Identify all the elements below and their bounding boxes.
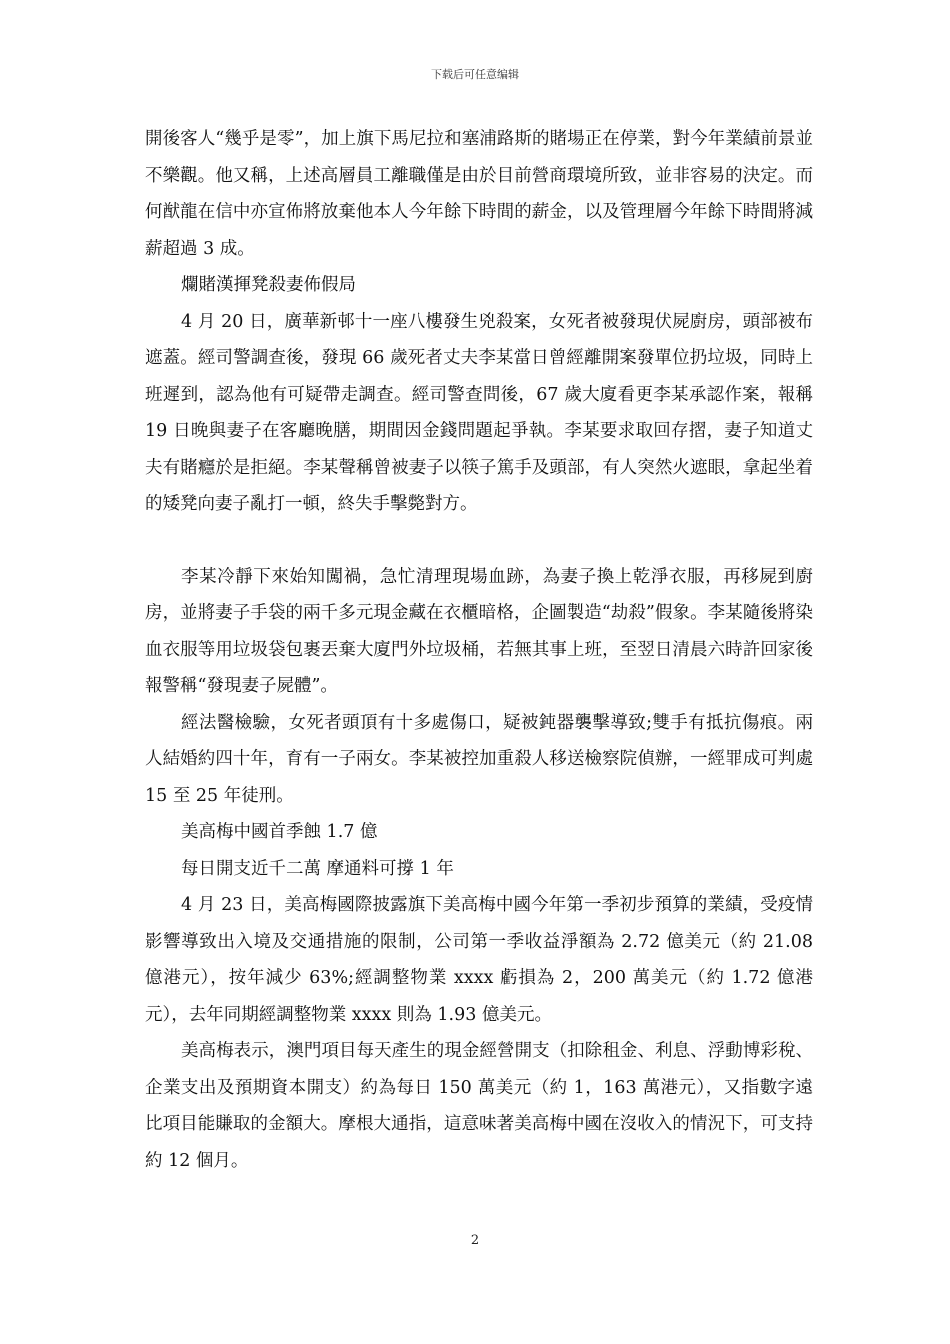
article-subheadline-mgm: 每日開支近千二萬 摩通料可撐 1 年 xyxy=(181,858,454,879)
paragraph-forensics: 經法醫檢驗，女死者頭頂有十多處傷口，疑被鈍器襲擊導致;雙手有抵抗傷痕。兩人結婚約四十年，育有一子兩女。李某被控加重殺人移送檢察院偵辦，一經罪成可判處 15 至 25 年徒刑。 xyxy=(145,712,813,806)
document-body xyxy=(145,121,813,1179)
article-headline-mgm: 美高梅中國首季蝕 1.7 億 xyxy=(181,822,378,842)
paragraph-spacer xyxy=(145,523,813,559)
article-headline-gambler: 爛賭漢揮凳殺妻佈假局 xyxy=(181,275,356,295)
page-header: 下载后可任意编辑 xyxy=(431,68,519,81)
paragraph-continuation: 開後客人“幾乎是零”，加上旗下馬尼拉和塞浦路斯的賭場正在停業，對今年業績前景並不樂觀。他又稱，上述高層員工離職僅是由於目前營商環境所致，並非容易的決定。而何猷龍在信中亦宣佈將放棄他本人今年餘下時間的薪金，以及管理層今年餘下時間將減薪超過 3 成。 xyxy=(145,129,813,259)
paragraph-cover-up: 李某冷靜下來始知闖禍，急忙清理現場血跡，為妻子換上乾淨衣服，再移屍到廚房，並將妻子手袋的兩千多元現金藏在衣櫃暗格，企圖製造“劫殺”假象。李某隨後將染血衣服等用垃圾袋包裹丟棄大廈門外垃圾桶，若無其事上班，至翌日清晨六時許回家後報警稱“發現妻子屍體”。 xyxy=(145,566,813,696)
paragraph-mgm-results: 4 月 23 日，美高梅國際披露旗下美高梅中國今年第一季初步預算的業績，受疫情影響導致出入境及交通措施的限制，公司第一季收益淨額為 2.72 億美元（約 21.08 億港元），按年減少 63%;經調整物業 xxxx 虧損為 2，200 萬美元（約 1.72 億港元），去年同期經調整物業 xxxx 則為 1.93 億美元。 xyxy=(145,895,813,1025)
page-number: 2 xyxy=(470,1233,480,1248)
paragraph-mgm-expenses: 美高梅表示，澳門項目每天產生的現金經營開支（扣除租金、利息、浮動博彩稅、企業支出及預期資本開支）約為每日 150 萬美元（約 1，163 萬港元），又指數字遠比項目能賺取的金額大。摩根大通指，這意味著美高梅中國在沒收入的情況下，可支持約 12 個月。 xyxy=(145,1041,813,1171)
paragraph-murder-case: 4 月 20 日，廣華新邨十一座八樓發生兇殺案，女死者被發現伏屍廚房，頭部被布遮蓋。經司警調查後，發現 66 歲死者丈夫李某當日曾經離開案發單位扔垃圾，同時上班遲到，認為他有可疑帶走調查。經司警查問後，67 歲大廈看更李某承認作案，報稱 19 日晚與妻子在客廳晚膳，期間因金錢問題起爭執。李某要求取回存摺，妻子知道丈夫有賭癮於是拒絕。李某聲稱曾被妻子以筷子篤手及頭部，有人突然火遮眼，拿起坐着的矮凳向妻子亂打一頓，終失手擊斃對方。 xyxy=(145,311,813,514)
